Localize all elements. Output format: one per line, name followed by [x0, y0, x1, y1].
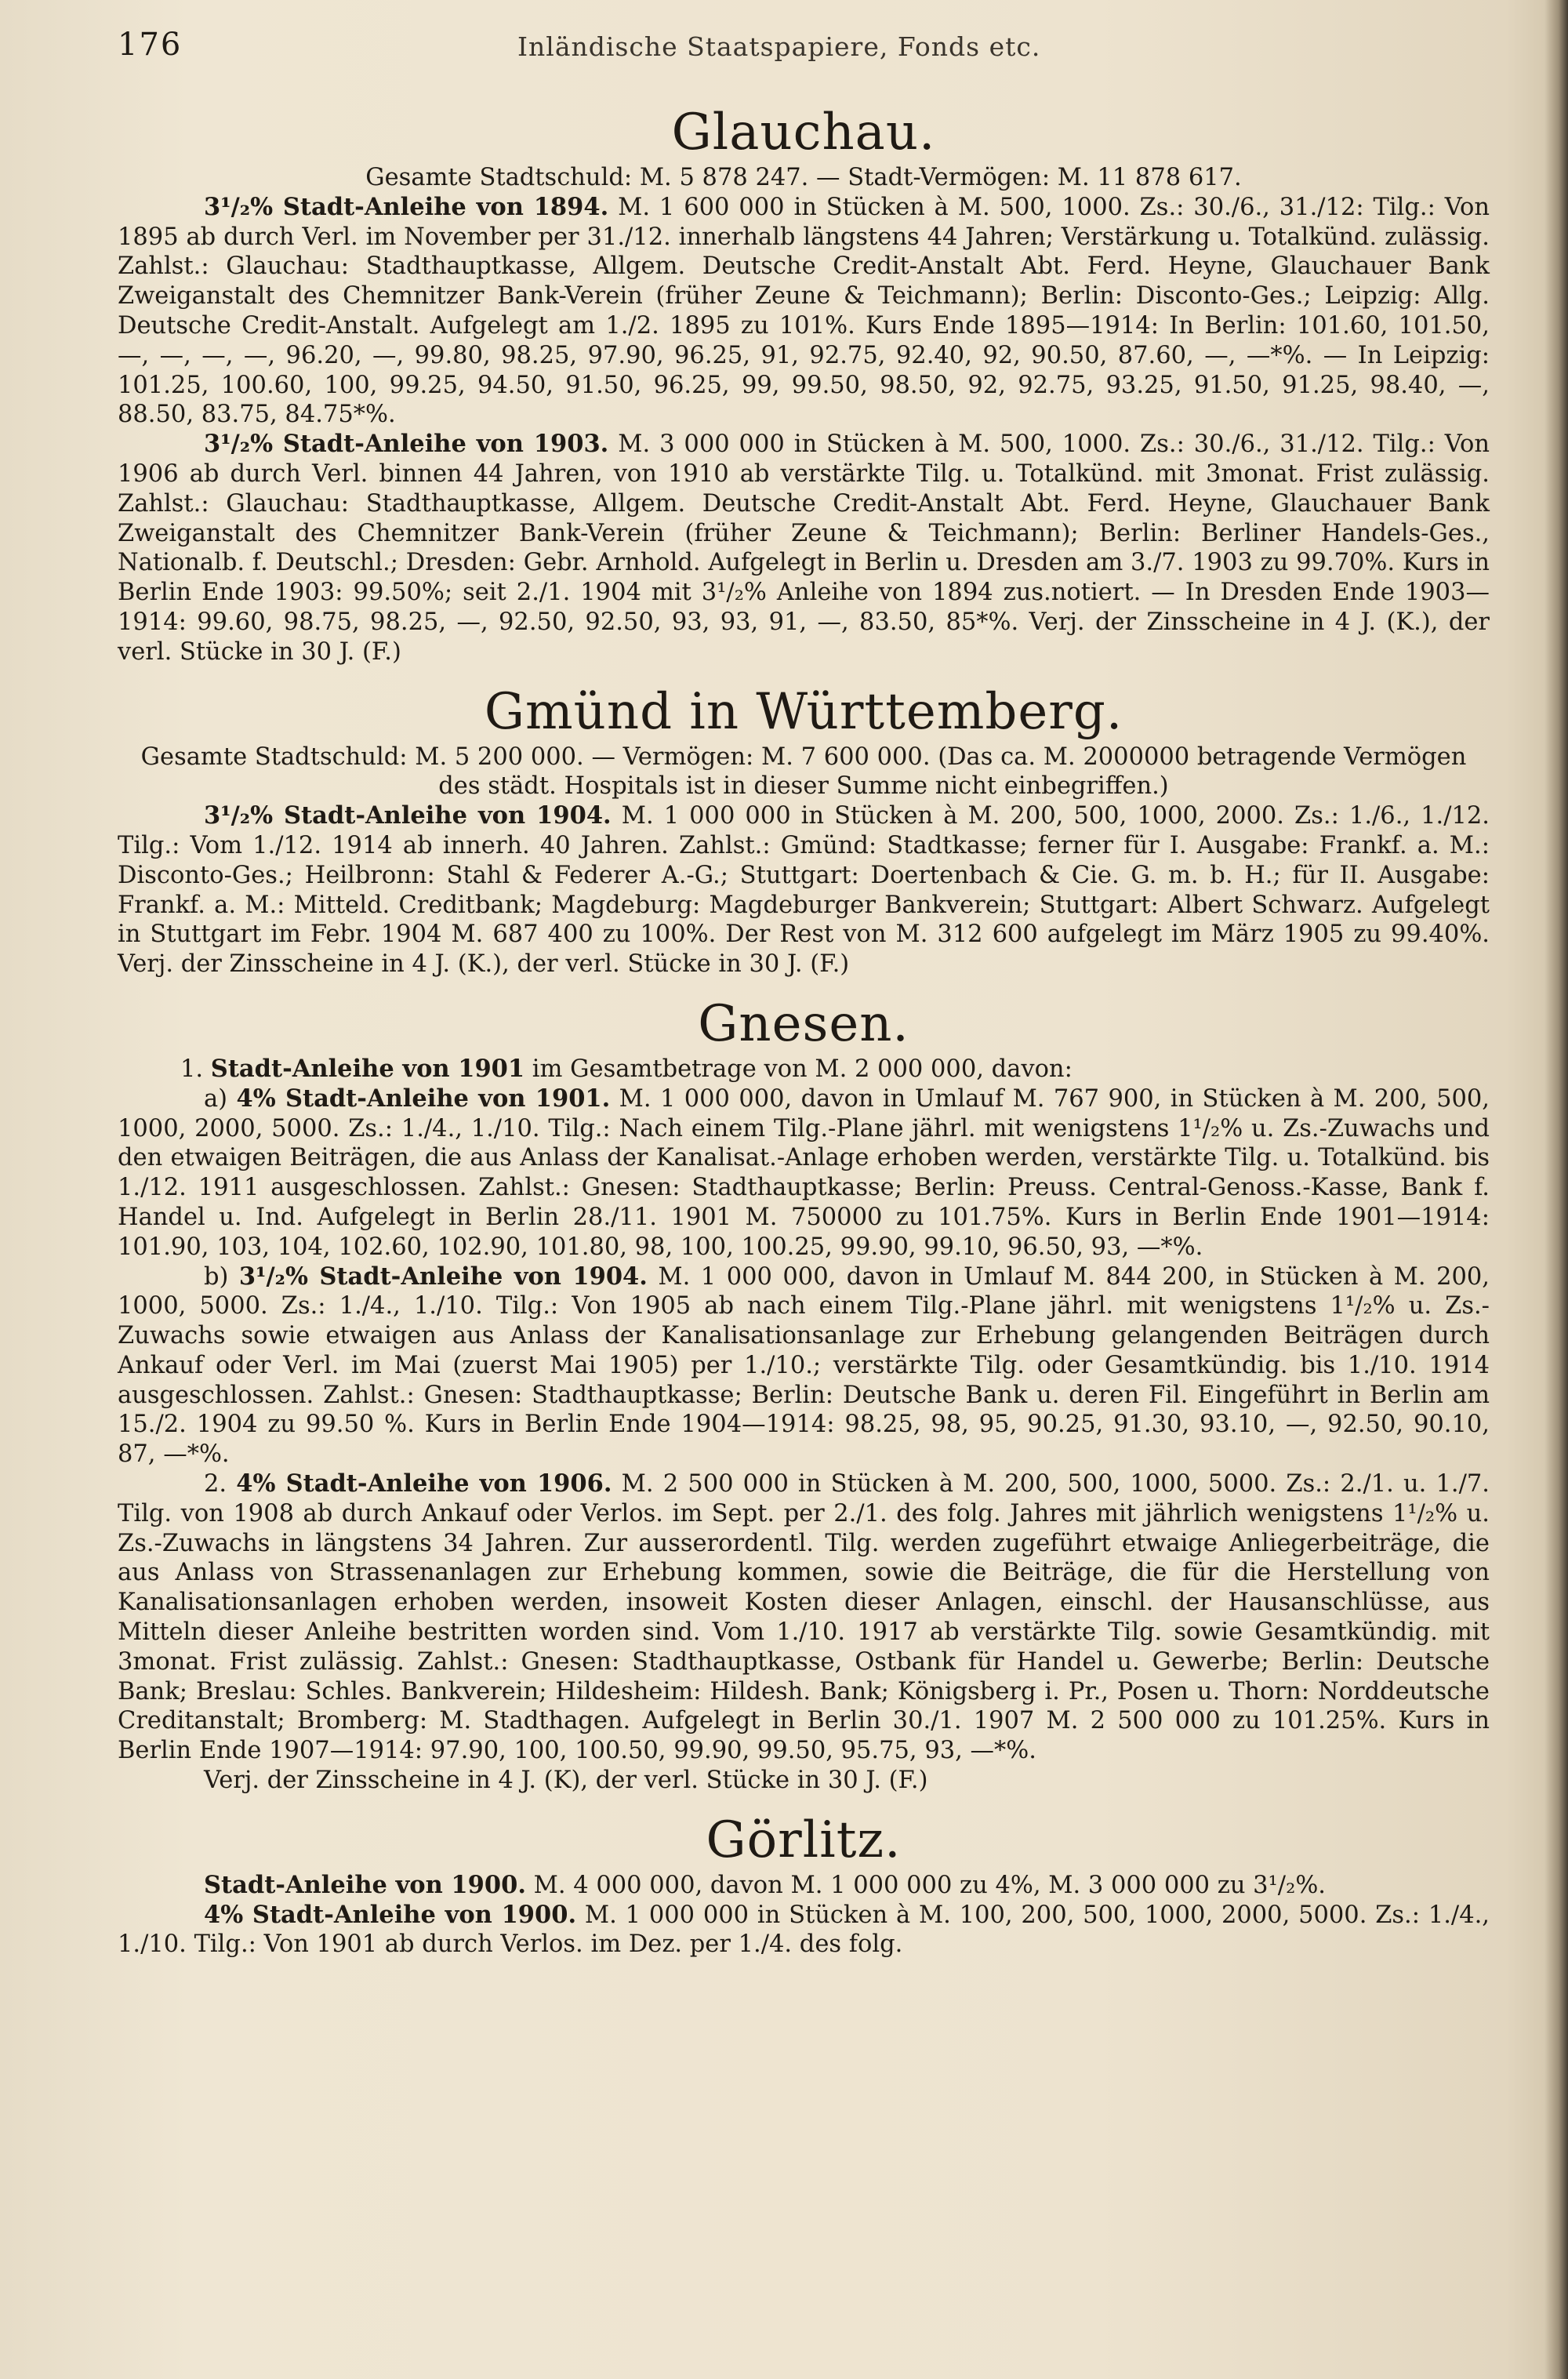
glauchau-entry-1894-text: M. 1 600 000 in Stücken à M. 500, 1000. Zs.: 30./6., 31./12: Tilg.: Von 1895 ab durch Verl. im November per 31./12. innerhalb längstens 44 Jahren; Verstärkung u. Totalkünd. zulässig. Zahlst.: Glauchau: Stadthauptkasse, Allgem. Deutsche Credit-Anstalt Abt. Ferd. Heyne, Glauchauer Bank Zweiganstalt des Chemnitzer Bank-Verein (früher Zeune & Teichmann); Berlin: Disconto-Ges.; Leipzig: Allg. Deutsche Credit-Anstalt. Aufgelegt am 1./2. 1895 zu 101%. Kurs Ende 1895—1914: In Berlin: 101.60, 101.50, —, —, —, —, 96.20, —, 99.80, 98.25, 97.90, 96.25, 91, 92.75, 92.40, 92, 90.50, 87.60, —, —*%. — In Leipzig: 101.25, 100.60, 100, 99.25, 94.50, 91.50, 96.25, 99, 99.50, 98.50, 92, 92.75, 93.25, 91.50, 91.25, 98.40, —, 88.50, 83.75, 84.75*%.	[118, 193, 1490, 429]
gnesen-item-1	[118, 1055, 1490, 1084]
glauchau-entry-1894	[118, 193, 1490, 430]
gnesen-item-1b-label: b)	[204, 1262, 239, 1291]
section-title-glauchau: Glauchau.	[671, 104, 936, 162]
gnesen-item-1b	[118, 1262, 1490, 1470]
section-glauchau	[118, 102, 1490, 667]
glauchau-entry-1903-heading: 3¹/₂% Stadt-Anleihe von 1903.	[204, 430, 609, 459]
section-gnesen	[118, 993, 1490, 1796]
gmuend-entry-1904	[118, 801, 1490, 979]
section-gmuend	[118, 681, 1490, 979]
gmuend-entry-1904-heading: 3¹/₂% Stadt-Anleihe von 1904.	[204, 801, 612, 830]
gnesen-item-2-number: 2.	[204, 1470, 237, 1498]
section-title-goerlitz: Görlitz.	[706, 1811, 902, 1869]
gnesen-item-1b-text: M. 1 000 000, davon in Umlauf M. 844 200, in Stücken à M. 200, 1000, 5000. Zs.: 1./4., 1./10. Tilg.: Von 1905 ab nach einem Tilg.-Plane jährl. mit wenigstens 1¹/₂% u. Zs.-Zuwachs sowie etwaigen aus Anlass der Kanalisationsanlage zur Erhebung gelangenden Beiträgen durch Ankauf oder Verl. im Mai (zuerst Mai 1905) per 1./10.; verstärkte Tilg. oder Gesamtkündig. bis 1./10. 1914 ausgeschlossen. Zahlst.: Gnesen: Stadthauptkasse; Berlin: Deutsche Bank u. deren Fil. Eingeführt in Berlin am 15./2. 1904 zu 99.50 %. Kurs in Berlin Ende 1904—1914: 98.25, 98, 95, 90.25, 91.30, 93.10, —, 92.50, 90.10, 87, —*%.	[118, 1262, 1490, 1469]
running-head	[118, 27, 1521, 82]
goerlitz-entry-1900-4pct-text: M. 1 000 000 in Stücken à M. 100, 200, 500, 1000, 2000, 5000. Zs.: 1./4., 1./10. Tilg.: Von 1901 ab durch Verlos. im Dez. per 1./4. des folg.	[118, 1901, 1490, 1959]
gnesen-item-1-number: 1.	[180, 1055, 211, 1083]
gnesen-item-1a-text: M. 1 000 000, davon in Umlauf M. 767 900, in Stücken à M. 200, 500, 1000, 2000, 5000. Zs.: 1./4., 1./10. Tilg.: Nach einem Tilg.-Plane jährl. mit wenigstens 1¹/₂% u. Zs.-Zuwachs und den etwaigen Beiträgen, die aus Anlass der Kanalisat.-Anlage erhoben werden, verstärkte Tilg. u. Totalkünd. bis 1./12. 1911 ausgeschlossen. Zahlst.: Gnesen: Stadthauptkasse; Berlin: Preuss. Central-Genoss.-Kasse, Bank f. Handel u. Ind. Aufgelegt in Berlin 28./11. 1901 M. 750000 zu 101.75%. Kurs in Berlin Ende 1901—1914: 101.90, 103, 104, 102.60, 102.90, 101.80, 98, 100, 100.25, 99.90, 99.10, 96.50, 93, —*%.	[118, 1084, 1490, 1261]
section-title-gnesen: Gnesen.	[698, 994, 909, 1053]
gnesen-item-2	[118, 1469, 1490, 1766]
gnesen-item-2-heading: 4% Stadt-Anleihe von 1906.	[236, 1469, 612, 1498]
gnesen-item-1a-label: a)	[204, 1084, 237, 1113]
goerlitz-entry-1900-4pct	[118, 1901, 1490, 1960]
glauchau-entry-1894-heading: 3¹/₂% Stadt-Anleihe von 1894.	[204, 192, 609, 221]
page-edge-shadow	[1544, 0, 1568, 2379]
gmuend-entry-1904-text: M. 1 000 000 in Stücken à M. 200, 500, 1000, 2000. Zs.: 1./6., 1./12. Tilg.: Vom 1./12. 1914 ab innerh. 40 Jahren. Zahlst.: Gmünd: Stadtkasse; ferner für I. Ausgabe: Frankf. a. M.: Disconto-Ges.; Heilbronn: Stahl & Federer A.-G.; Stuttgart: Doertenbach & Cie. G. m. b. H.; für II. Ausgabe: Frankf. a. M.: Mitteld. Creditbank; Magdeburg: Magdeburger Bankverein; Stuttgart: Albert Schwarz. Aufgelegt in Stuttgart im Febr. 1904 M. 687 400 zu 100%. Der Rest von M. 312 600 aufgelegt im März 1905 zu 99.40%. Verj. der Zinsscheine in 4 J. (K.), der verl. Stücke in 30 J. (F.)	[118, 802, 1490, 979]
page-number: 176	[118, 27, 183, 63]
gnesen-item-1-heading: Stadt-Anleihe von 1901	[210, 1054, 525, 1083]
glauchau-summary: Gesamte Stadtschuld: M. 5 878 247. — Stadt-Vermögen: M. 11 878 617.	[365, 164, 1242, 191]
gmuend-summary: Gesamte Stadtschuld: M. 5 200 000. — Vermögen: M. 7 600 000. (Das ca. M. 2000000 betragende Vermögen des städt. Hospitals ist in dieser Summe nicht einbegriffen.)	[140, 743, 1467, 801]
gnesen-item-1b-heading: 3¹/₂% Stadt-Anleihe von 1904.	[238, 1262, 648, 1291]
goerlitz-entry-1900-4pct-heading: 4% Stadt-Anleihe von 1900.	[204, 1900, 577, 1929]
goerlitz-entry-1900	[118, 1871, 1490, 1901]
goerlitz-entry-1900-text: M. 4 000 000, davon M. 1 000 000 zu 4%, M. 3 000 000 zu 3¹/₂%.	[525, 1871, 1326, 1899]
gnesen-item-1a	[118, 1084, 1490, 1262]
gnesen-verjaehrung: Verj. der Zinsscheine in 4 J. (K), der verl. Stücke in 30 J. (F.)	[204, 1767, 928, 1795]
gnesen-item-1-text: im Gesamtbetrage von M. 2 000 000, davon:	[524, 1055, 1073, 1083]
glauchau-entry-1903	[118, 430, 1490, 666]
gnesen-item-2-text: M. 2 500 000 in Stücken à M. 200, 500, 1000, 5000. Zs.: 2./1. u. 1./7. Tilg. von 1908 ab durch Ankauf oder Verlos. im Sept. per 2./1. des folg. Jahres mit jährlich wenigstens 1¹/₂% u. Zs.-Zuwachs in längstens 34 Jahren. Zur ausserordentl. Tilg. werden zugeführt etwaige Anliegerbeiträge, die aus Anlass von Strassenanlagen zur Erhebung kommen, sowie die Beiträge, die für die Herstellung von Kanalisationsanlagen erhoben werden, insoweit Kosten dieser Anlagen, einschl. der Hausanschlüsse, aus Mitteln dieser Anleihe bestritten worden sind. Vom 1./10. 1917 ab verstärkte Tilg. sowie Gesamtkündig. mit 3monat. Frist zulässig. Zahlst.: Gnesen: Stadthauptkasse, Ostbank für Handel u. Gewerbe; Berlin: Deutsche Bank; Breslau: Schles. Bankverein; Hildesheim: Hildesh. Bank; Königsberg i. Pr., Posen u. Thorn: Norddeutsche Creditanstalt; Bromberg: M. Stadthagen. Aufgelegt in Berlin 30./1. 1907 M. 2 500 000 zu 101.25%. Kurs in Berlin Ende 1907—1914: 97.90, 100, 100.50, 99.90, 99.50, 95.75, 93, —*%.	[118, 1470, 1490, 1765]
running-title: Inländische Staatspapiere, Fonds etc.	[517, 31, 1041, 62]
goerlitz-entry-1900-heading: Stadt-Anleihe von 1900.	[204, 1870, 526, 1899]
glauchau-entry-1903-text: M. 3 000 000 in Stücken à M. 500, 1000. Zs.: 30./6., 31./12. Tilg.: Von 1906 ab durch Verl. binnen 44 Jahren, von 1910 ab verstärkte Tilg. u. Totalkünd. mit 3monat. Frist zulässig. Zahlst.: Glauchau: Stadthauptkasse, Allgem. Deutsche Credit-Anstalt Abt. Ferd. Heyne, Glauchauer Bank Zweiganstalt des Chemnitzer Bank-Verein (früher Zeune & Teichmann); Berlin: Berliner Handels-Ges., Nationalb. f. Deutschl.; Dresden: Gebr. Arnhold. Aufgelegt in Berlin u. Dresden am 3./7. 1903 zu 99.70%. Kurs in Berlin Ende 1903: 99.50%; seit 2./1. 1904 mit 3¹/₂% Anleihe von 1894 zus.notiert. — In Dresden Ende 1903—1914: 99.60, 98.75, 98.25, —, 92.50, 92.50, 93, 93, 91, —, 83.50, 85*%. Verj. der Zinsscheine in 4 J. (K.), der verl. Stücke in 30 J. (F.)	[118, 430, 1490, 666]
gnesen-item-1a-heading: 4% Stadt-Anleihe von 1901.	[236, 1084, 611, 1113]
section-goerlitz	[118, 1810, 1490, 1959]
section-title-gmuend: Gmünd in Württemberg.	[484, 682, 1123, 741]
page-content	[118, 102, 1490, 1959]
